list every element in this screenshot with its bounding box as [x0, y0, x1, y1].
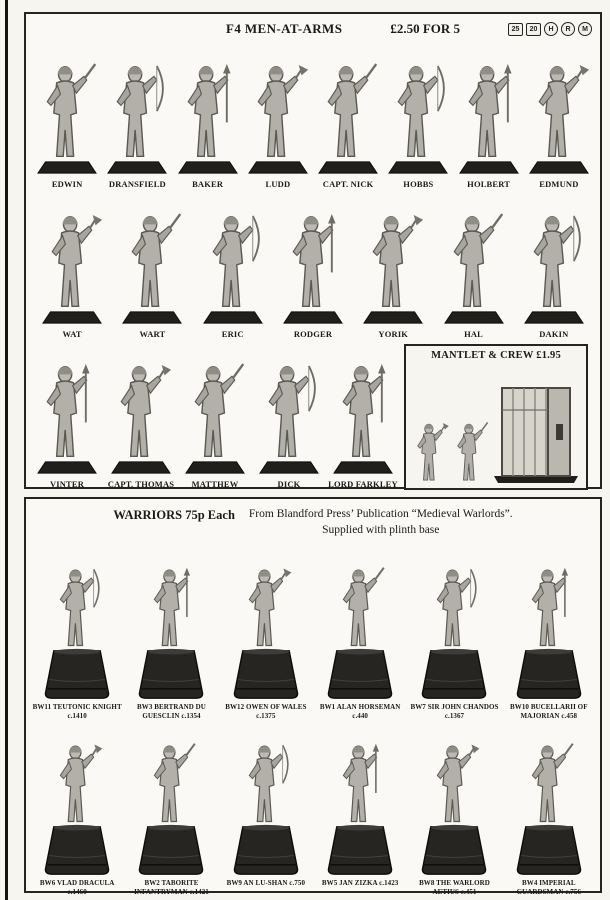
warriors-row-2	[26, 721, 600, 897]
miniature-figure	[32, 213, 112, 342]
figure-photo	[105, 63, 169, 163]
figure-label: BW1 ALAN HORSEMAN c.440	[319, 703, 401, 720]
men-at-arms-row-3-wrap	[26, 342, 600, 492]
figure-photo	[144, 743, 198, 827]
figure-label: BW12 OWEN OF WALES c.1375	[225, 703, 307, 720]
plinth-base	[39, 824, 115, 876]
figure-photo	[386, 63, 450, 163]
miniature-figure	[102, 63, 172, 192]
plinth-base	[416, 824, 492, 876]
warriors-header	[26, 499, 600, 545]
figure-photo	[35, 363, 99, 463]
figure-base	[521, 310, 587, 325]
figure-photo	[522, 213, 586, 313]
miniature-figure	[112, 213, 192, 342]
warriors-row-1	[26, 545, 600, 721]
figure-name: HAL	[464, 329, 484, 339]
figure-label: BW5 JAN ZIZKA c.1423	[321, 879, 399, 887]
miniature-figure	[524, 63, 594, 192]
figure-name: CAPT. THOMAS	[107, 479, 175, 489]
men-at-arms-header	[26, 14, 600, 42]
code-badge: H	[544, 22, 558, 36]
figure-base	[104, 160, 170, 175]
figure-name: DAKIN	[539, 329, 569, 339]
miniature-figure	[273, 213, 353, 342]
men-at-arms-row-3	[26, 342, 404, 492]
warrior-figure	[502, 743, 596, 897]
warrior-figure	[407, 743, 501, 897]
figure-base	[360, 310, 426, 325]
miniature-figure	[30, 363, 104, 492]
section-price: £2.50 FOR 5	[390, 21, 461, 36]
figure-name: WAT	[62, 329, 82, 339]
figure-label: BW10 BUCELLARII OF MAJORIAN c.458	[510, 703, 588, 720]
figure-base	[39, 310, 105, 325]
page-spine-rule	[5, 0, 8, 900]
plinth-base	[416, 648, 492, 700]
figure-name: CAPT. NICK	[322, 179, 374, 189]
miniature-figure	[193, 213, 273, 342]
miniature-figure	[104, 363, 178, 492]
mantlet-scene	[410, 361, 582, 488]
warrior-figure	[30, 743, 124, 897]
plinth-base	[228, 648, 304, 700]
figure-label: BW11 TEUTONIC KNIGHT c.1410	[32, 703, 122, 720]
miniature-figure	[252, 363, 326, 492]
figure-name: LUDD	[265, 179, 291, 189]
figure-name: LORD FARKLEY	[328, 479, 398, 489]
code-badge: R	[561, 22, 575, 36]
men-at-arms-row-1	[26, 42, 600, 192]
figure-label: BW4 IMPERIAL GUARDSMAN c.756	[516, 879, 582, 896]
figure-photo	[316, 63, 380, 163]
figure-base	[526, 160, 592, 175]
figure-base	[34, 460, 100, 475]
figure-name: HOLBERT	[467, 179, 511, 189]
figure-base	[182, 460, 248, 475]
warrior-figure	[124, 743, 218, 897]
figure-photo	[183, 363, 247, 463]
figure-photo	[333, 743, 387, 827]
figure-name: HOBBS	[403, 179, 434, 189]
warriors-title: WARRIORS 75p Each	[113, 508, 235, 522]
figure-base	[280, 310, 346, 325]
plinth-base	[39, 648, 115, 700]
figure-photo	[522, 567, 576, 651]
scale-badge: 25	[508, 23, 523, 36]
scale-badges	[508, 22, 592, 36]
figure-base	[108, 460, 174, 475]
figure-photo	[281, 213, 345, 313]
figure-name: ERIC	[221, 329, 244, 339]
miniature-figure	[514, 213, 594, 342]
warrior-figure	[30, 567, 124, 721]
warrior-figure	[219, 567, 313, 721]
figure-name: VINTER	[49, 479, 85, 489]
code-badge: M	[578, 22, 592, 36]
scale-badge: 20	[526, 23, 541, 36]
figure-photo	[239, 567, 293, 651]
figure-base	[245, 160, 311, 175]
figure-base	[175, 160, 241, 175]
crew-figure	[450, 422, 490, 484]
figure-photo	[120, 213, 184, 313]
figure-photo	[331, 363, 395, 463]
figure-photo	[457, 63, 521, 163]
warrior-figure	[502, 567, 596, 721]
warriors-section	[24, 497, 602, 896]
figure-label: BW3 BERTRAND DU GUESCLIN c.1354	[137, 703, 206, 720]
plinth-base	[133, 648, 209, 700]
figure-name: YORIK	[378, 329, 409, 339]
mantlet-title: MANTLET & CREW £1.95	[431, 350, 561, 361]
figure-base	[441, 310, 507, 325]
plinth-base	[322, 824, 398, 876]
figure-name: WART	[139, 329, 166, 339]
figure-base	[385, 160, 451, 175]
figure-label: BW7 SIR JOHN CHANDOS c.1367	[410, 703, 499, 720]
figure-label: BW6 VLAD DRACULA c.1460	[39, 879, 115, 896]
figure-photo	[361, 213, 425, 313]
figure-name: DRANSFIELD	[108, 179, 166, 189]
figure-base	[330, 460, 396, 475]
mantlet-shield	[490, 380, 582, 484]
plinth-base	[511, 648, 587, 700]
figure-photo	[239, 743, 293, 827]
figure-base	[315, 160, 381, 175]
miniature-figure	[178, 363, 252, 492]
figure-photo	[40, 213, 104, 313]
figure-photo	[109, 363, 173, 463]
miniature-figure	[32, 63, 102, 192]
figure-photo	[257, 363, 321, 463]
plinth-base	[228, 824, 304, 876]
figure-base	[256, 460, 322, 475]
figure-photo	[427, 743, 481, 827]
figure-base	[34, 160, 100, 175]
miniature-figure	[173, 63, 243, 192]
warrior-figure	[219, 743, 313, 897]
men-at-arms-section	[24, 12, 602, 489]
plinth-base	[511, 824, 587, 876]
miniature-figure	[353, 213, 433, 342]
warrior-figure	[407, 567, 501, 721]
figure-base	[200, 310, 266, 325]
section-title: F4 MEN-AT-ARMS	[226, 21, 343, 36]
figure-photo	[527, 63, 591, 163]
miniature-figure	[243, 63, 313, 192]
warrior-figure	[124, 567, 218, 721]
figure-base	[456, 160, 522, 175]
figure-photo	[176, 63, 240, 163]
warriors-subtitle-line2: Supplied with plinth base	[322, 523, 440, 536]
figure-label: BW2 TABORITE INFANTRYMAN c.1421	[134, 879, 209, 896]
figure-photo	[50, 743, 104, 827]
figure-photo	[442, 213, 506, 313]
miniature-figure	[383, 63, 453, 192]
warriors-subtitle	[249, 507, 513, 545]
mantlet-inset-box	[404, 344, 588, 490]
figure-name: EDWIN	[51, 179, 83, 189]
miniature-figure	[433, 213, 513, 342]
figure-photo	[35, 63, 99, 163]
crew-figure	[410, 422, 450, 484]
men-at-arms-row-2	[26, 192, 600, 342]
figure-photo	[246, 63, 310, 163]
warrior-figure	[313, 743, 407, 897]
figure-name: RODGER	[293, 329, 333, 339]
figure-photo	[50, 567, 104, 651]
figure-photo	[333, 567, 387, 651]
warriors-subtitle-line1: From Blandford Press’ Publication “Medieval Warlords”.	[248, 508, 513, 520]
plinth-base	[322, 648, 398, 700]
miniature-figure	[454, 63, 524, 192]
miniature-figure	[313, 63, 383, 192]
figure-label: BW8 THE WARLORD AETIUS c.451	[419, 879, 490, 896]
figure-photo	[201, 213, 265, 313]
figure-photo	[427, 567, 481, 651]
figure-photo	[522, 743, 576, 827]
figure-base	[119, 310, 185, 325]
figure-name: MATTHEW	[191, 479, 239, 489]
figure-photo	[144, 567, 198, 651]
miniature-figure	[326, 363, 400, 492]
figure-name: EDMUND	[539, 179, 579, 189]
warrior-figure	[313, 567, 407, 721]
figure-label: BW9 AN LU-SHAN c.750	[226, 879, 306, 887]
figure-name: BAKER	[192, 179, 224, 189]
figure-name: DICK	[277, 479, 301, 489]
plinth-base	[133, 824, 209, 876]
